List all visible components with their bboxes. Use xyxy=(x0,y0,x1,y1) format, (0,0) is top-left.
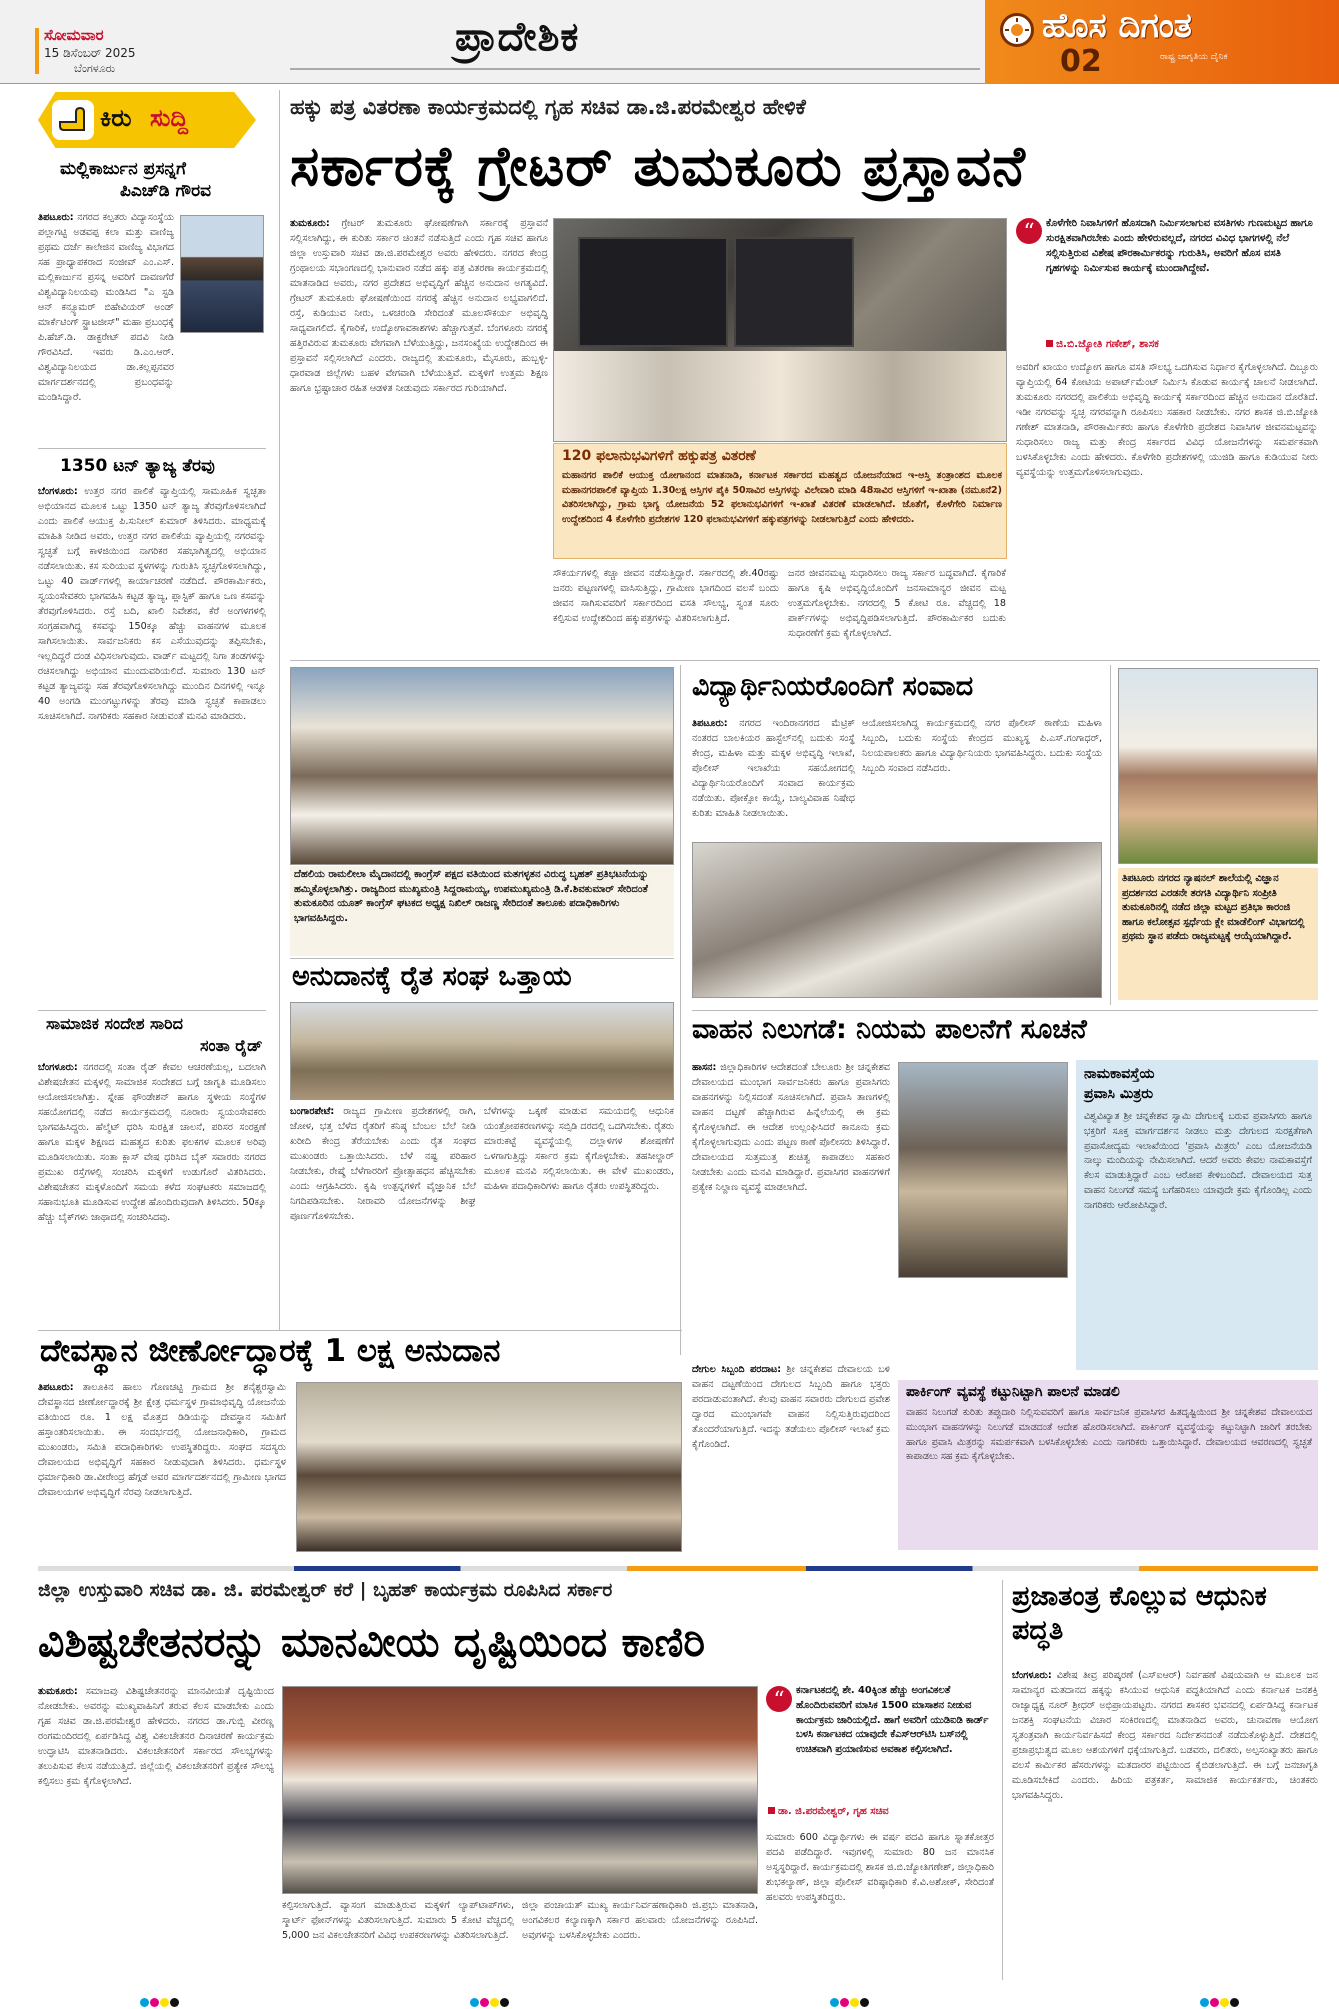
kirusuddi-label-a: ಕಿರು xyxy=(100,104,132,132)
lead-quote-author: ಜಿ.ಬಿ.ಜ್ಯೋತಿ ಗಣೇಶ್, ಶಾಸಕ xyxy=(1046,338,1159,351)
brief3-title-2: ಸಂತಾ ರೈಡ್ xyxy=(200,1036,263,1055)
color-divider xyxy=(38,1566,1318,1571)
students-col1: ತಿಪಟೂರು: ನಗರದ ಇಂದಿರಾನಗರದ ಮೆಟ್ರಿಕ್ ನಂತರದ ಬಾಲಕಿಯರ ಹಾಸ್ಟೆಲ್‌ನಲ್ಲಿ ಬದುಕು ಸಂಸ್ಥೆ ಕೇಂದ್ರ, ಮಹಿಳಾ ಮತ್ತು ಮಕ್ಕಳ ಅಭಿವೃದ್ಧಿ ಇಲಾಖೆ, ಪೊಲೀಸ್ ಇಲಾಖೆಯ ಸಹಯೋಗದಲ್ಲಿ ವಿದ್ಯಾರ್ಥಿನಿಯರೊಂದಿಗೆ ಸಂವಾದ ಕಾರ್ಯಕ್ರಮ ನಡೆಯಿತು. ಪೋಕ್ಸೋ ಕಾಯ್ದೆ, ಬಾಲ್ಯವಿವಾಹ ನಿಷೇಧ ಕುರಿತು ಮಾಹಿತಿ ನೀಡಲಾಯಿತು. xyxy=(692,718,855,819)
registration-marks-3 xyxy=(830,1992,870,2009)
lead-col2: ಸೌಕರ್ಯಗಳಲ್ಲಿ ಕಚ್ಚಾ ಜೀವನ ನಡೆಸುತ್ತಿದ್ದಾರೆ. ಸರ್ಕಾರದಲ್ಲಿ ಶೇ.40ರಷ್ಟು ಜನರು ಪಟ್ಟಣಗಳಲ್ಲಿ ವಾಸಿಸುತ್ತಿದ್ದು, ಗ್ರಾಮೀಣ ಭಾಗದಿಂದ ವಲಸೆ ಬಂದು ಜೀವನ ಸಾಗಿಸುವವರಿಗೆ ಸರ್ಕಾರದಿಂದ ವಸತಿ ಸೌಲಭ್ಯ, ಸ್ವಂತ ಸೂರು ಕಲ್ಪಿಸುವ ಉದ್ದೇಶದಿಂದ ಹಕ್ಕುಪತ್ರಗಳನ್ನು ವಿತರಿಸಲಾಗುತ್ತಿದೆ. xyxy=(553,568,779,624)
bottom-headline: ವಿಶಿಷ್ಟಚೇತನರನ್ನು ಮಾನವೀಯ ದೃಷ್ಟಿಯಿಂದ ಕಾಣಿರಿ xyxy=(38,1618,706,1666)
temple-body: ತಿಪಟೂರು: ತಾಲೂಕಿನ ಹಾಲು ಗೊಣಚಟ್ಟಿ ಗ್ರಾಮದ ಶ್ರೀ ಶನೈಶ್ಚರಸ್ವಾಮಿ ದೇವಸ್ಥಾನದ ಜೀರ್ಣೋದ್ಧಾರಕ್ಕೆ ಶ್ರೀ ಕ್ಷೇತ್ರ ಧರ್ಮಸ್ಥಳ ಗ್ರಾಮಾಭಿವೃದ್ಧಿ ಯೋಜನೆಯ ವತಿಯಿಂದ ರೂ. 1 ಲಕ್ಷ ಮೊತ್ತದ ಡಿಡಿಯನ್ನು ದೇವಸ್ಥಾನ ಸಮಿತಿಗೆ ಹಸ್ತಾಂತರಿಸಲಾಯಿತು. ಈ ಸಂದರ್ಭದಲ್ಲಿ ಯೋಜನಾಧಿಕಾರಿ, ಗ್ರಾಮದ ಮುಖಂಡರು, ಸಮಿತಿ ಪದಾಧಿಕಾರಿಗಳು ಉಪಸ್ಥಿತರಿದ್ದರು. ಸಂಘದ ಸದಸ್ಯರು ದೇವಾಲಯದ ಅಭಿವೃದ್ಧಿಗೆ ಸಹಕಾರ ನೀಡುವುದಾಗಿ ತಿಳಿಸಿದರು. ಧರ್ಮಸ್ಥಳ ಧರ್ಮಾಧಿಕಾರಿ ಡಾ.ವೀರೇಂದ್ರ ಹೆಗ್ಗಡೆ ಅವರ ಮಾರ್ಗದರ್ಶನದಲ್ಲಿ ಗ್ರಾಮೀಣ ಭಾಗದ ದೇವಾಲಯಗಳ ಅಭಿವೃದ್ಧಿಗೆ ನೆರವು ನೀಡಲಾಗುತ್ತಿದೆ. xyxy=(38,1382,286,1498)
brand-name: ಹೊಸ ದಿಗಂತ xyxy=(1042,6,1192,46)
brief2-body: ಬೆಂಗಳೂರು: ಉತ್ತರ ನಗರ ಪಾಲಿಕೆ ವ್ಯಾಪ್ತಿಯಲ್ಲಿ ಸಾಮೂಹಿಕ ಸ್ವಚ್ಛತಾ ಅಭಿಯಾನದ ಮೂಲಕ ಒಟ್ಟು 1350 ಟನ್ ತ್ಯಾಜ್ಯ ತೆರವುಗೊಳಿಸಲಾಗಿದೆ ಎಂದು ಪಾಲಿಕೆ ಆಯುಕ್ತ ಪಿ.ಸುನೀಲ್ ಕುಮಾರ್ ತಿಳಿಸಿದರು. ಮಾಧ್ಯಮಕ್ಕೆ ಮಾಹಿತಿ ನೀಡಿದ ಅವರು, ಉತ್ತರ ನಗರ ಪಾಲಿಕೆಯ ವ್ಯಾಪ್ತಿಯಲ್ಲಿ ನಗರವನ್ನು ಸ್ವಚ್ಛತೆ ಬಗ್ಗೆ ಕಾಳಜಿಯಿಂದ ನಾಗರಿಕರ ಸಹಭಾಗಿತ್ವದಲ್ಲಿ ಅಭಿಯಾನ ನಡೆಸಲಾಯಿತು. ಕಸ ಸುರಿಯುವ ಸ್ಥಳಗಳನ್ನು ಗುರುತಿಸಿ ಸ್ವಚ್ಛಗೊಳಿಸಲಾಗಿದ್ದು, ಒಟ್ಟು 40 ವಾರ್ಡ್‌ಗಳಲ್ಲಿ ಕಾರ್ಯಾಚರಣೆ ನಡೆದಿದೆ. ಪೌರಕಾರ್ಮಿಕರು, ಸ್ವಯಂಸೇವಕರು ಭಾಗವಹಿಸಿ ಕಟ್ಟಡ ತ್ಯಾಜ್ಯ, ಪ್ಲಾಸ್ಟಿಕ್ ಹಾಗೂ ಒಣ ಕಸವನ್ನು ತೆರವುಗೊಳಿಸಿದರು. ರಸ್ತೆ ಬದಿ, ಖಾಲಿ ನಿವೇಶನ, ಕೆರೆ ಅಂಗಳಗಳಲ್ಲಿ ಸಂಗ್ರಹವಾಗಿದ್ದ ಕಸವನ್ನು 150ಕ್ಕೂ ಹೆಚ್ಚು ವಾಹನಗಳ ಮೂಲಕ ಸಾಗಿಸಲಾಯಿತು. ಸಾರ್ವಜನಿಕರು ಕಸ ಎಸೆಯುವುದನ್ನು ತಪ್ಪಿಸಬೇಕು, ಇಲ್ಲದಿದ್ದರೆ ದಂಡ ವಿಧಿಸಲಾಗುವುದು. ವಾರ್ಡ್ ಮಟ್ಟದಲ್ಲಿ ನಿಗಾ ತಂಡಗಳನ್ನು ರಚಿಸಲಾಗಿದ್ದು ಅಭಿಯಾನ ಮುಂದುವರಿಯಲಿದೆ. ಸುಮಾರು 130 ಟನ್ ಕಟ್ಟಡ ತ್ಯಾಜ್ಯವನ್ನು ಸಹ ತೆರವುಗೊಳಿಸಲಾಗಿದ್ದು ಮುಂದಿನ ದಿನಗಳಲ್ಲಿ ಇನ್ನೂ 40 ಅಂಗಡಿ ಮುಂಗಟ್ಟುಗಳನ್ನು ತೆರವು ಮಾಡಿ ಸ್ವಚ್ಛತೆ ಕಾಪಾಡಲು ಸೂಚಿಸಲಾಗಿದೆ. ನಾಗರಿಕರು ಸಹಕಾರ ನೀಡುವಂತೆ ಮನವಿ ಮಾಡಿದರು. xyxy=(38,486,266,722)
parking-photo xyxy=(898,1062,1068,1278)
brief1-body: ತಿಪಟೂರು: ನಗರದ ಕಲ್ಪತರು ವಿದ್ಯಾಸಂಸ್ಥೆಯ ಪಲ್ಲಾಗಟ್ಟಿ ಅಡವಪ್ಪ ಕಲಾ ಮತ್ತು ವಾಣಿಜ್ಯ ಪ್ರಥಮ ದರ್ಜೆ ಕಾಲೇಜಿನ ವಾಣಿಜ್ಯ ವಿಭಾಗದ ಸಹ ಪ್ರಾಧ್ಯಾಪಕರಾದ ಸಂಜೀವ್ ಎಂ.ಎಸ್. ಮಲ್ಲಿಕಾರ್ಜುನ ಪ್ರಸನ್ನ ಅವರಿಗೆ ದಾವಣಗೆರೆ ವಿಶ್ವವಿದ್ಯಾನಿಲಯವು ಮಂಡಿಸಿದ "ಎ ಸ್ಟಡಿ ಆನ್ ಕನ್ಸ್ಯೂಮರ್ ಬಿಹೇವಿಯರ್ ಅಂಡ್ ಮಾರ್ಕೆಟಿಂಗ್ ಸ್ಟ್ರಾಟಜೀಸ್" ಮಹಾ ಪ್ರಬಂಧಕ್ಕೆ ಪಿ.ಹೆಚ್.ಡಿ. ಡಾಕ್ಟರೇಟ್ ಪದವಿ ನೀಡಿ ಗೌರವಿಸಿದೆ. ಇವರು ಡಿ.ಎಂ.ಆರ್. ವಿಶ್ವವಿದ್ಯಾನಿಲಯದ ಡಾ.ಕಲ್ಲಪ್ಪನವರ ಮಾರ್ಗದರ್ಶನದಲ್ಲಿ ಪ್ರಬಂಧವನ್ನು ಮಂಡಿಸಿದ್ದಾರೆ. xyxy=(38,212,174,403)
farmers-col1: ಬಂಗಾರಪೇಟೆ: ರಾಜ್ಯದ ಗ್ರಾಮೀಣ ಪ್ರದೇಶಗಳಲ್ಲಿ ರಾಗಿ, ಜೋಳ, ಭತ್ತ ಬೆಳೆದ ರೈತರಿಗೆ ಕನಿಷ್ಠ ಬೆಂಬಲ ಬೆಲೆ ನೀಡಿ ಖರೀದಿ ಕೇಂದ್ರ ತೆರೆಯಬೇಕು ಎಂದು ರೈತ ಸಂಘದ ಮುಖಂಡರು ಒತ್ತಾಯಿಸಿದರು. ಬೆಳೆ ನಷ್ಟ ಪರಿಹಾರ ನೀಡಬೇಕು, ರೇಷ್ಮೆ ಬೆಳೆಗಾರರಿಗೆ ಪ್ರೋತ್ಸಾಹಧನ ಹೆಚ್ಚಿಸಬೇಕು ಎಂದು ಆಗ್ರಹಿಸಿದರು. ಕೃಷಿ ಉತ್ಪನ್ನಗಳಿಗೆ ವೈಜ್ಞಾನಿಕ ಬೆಲೆ ನಿಗದಿಪಡಿಸಬೇಕು. ನೀರಾವರಿ ಯೋಜನೆಗಳನ್ನು ಶೀಘ್ರ ಪೂರ್ಣಗೊಳಿಸಬೇಕು. xyxy=(290,1106,476,1222)
registration-marks-2 xyxy=(470,1992,510,2009)
students-headline: ವಿದ್ಯಾರ್ಥಿನಿಯರೊಂದಿಗೆ ಸಂವಾದ xyxy=(692,671,974,702)
bottom-photo xyxy=(282,1686,758,1894)
lead-col3: ಜನರ ಜೀವನಮಟ್ಟ ಸುಧಾರಿಸಲು ರಾಜ್ಯ ಸರ್ಕಾರ ಬದ್ಧವಾಗಿದೆ. ಕೈಗಾರಿಕೆ ಹಾಗೂ ಕೃಷಿ ಅಭಿವೃದ್ಧಿಯೊಂದಿಗೆ ಜನಸಾಮಾನ್ಯರ ಜೀವನ ಮಟ್ಟ ಉತ್ತಮಗೊಳ್ಳಬೇಕು. ನಗರದಲ್ಲಿ 5 ಕೋಟಿ ರೂ. ವೆಚ್ಚದಲ್ಲಿ 18 ಪಾರ್ಕ್‌ಗಳನ್ನು ಅಭಿವೃದ್ಧಿಪಡಿಸಲಾಗುತ್ತಿದೆ. ಪೌರಕಾರ್ಮಿಕರ ಬದುಕು ಸುಧಾರಣೆಗೆ ಕ್ರಮ ಕೈಗೊಳ್ಳಲಾಗಿದೆ. xyxy=(788,568,1006,639)
header-rule xyxy=(290,68,980,70)
tour-title-2: ಪ್ರವಾಸಿ ಮಿತ್ರರು xyxy=(1084,1086,1154,1102)
lead-col1: ತುಮಕೂರು: ಗ್ರೇಟರ್ ತುಮಕೂರು ಘೋಷಣೆಗಾಗಿ ಸರ್ಕಾರಕ್ಕೆ ಪ್ರಸ್ತಾವನೆ ಸಲ್ಲಿಸಲಾಗಿದ್ದು, ಈ ಕುರಿತು ಸರ್ಕಾರ ಚಿಂತನೆ ನಡೆಸುತ್ತಿದೆ ಎಂದು ಗೃಹ ಸಚಿವ ಹಾಗೂ ಜಿಲ್ಲಾ ಉಸ್ತುವಾರಿ ಸಚಿವ ಡಾ.ಜಿ.ಪರಮೇಶ್ವರ ಅವರು ಹೇಳಿದರು. ನಗರದ ಕೇಂದ್ರ ಗ್ರಂಥಾಲಯ ಸಭಾಂಗಣದಲ್ಲಿ ಭಾನುವಾರ ನಡೆದ ಹಕ್ಕು ಪತ್ರ ವಿತರಣಾ ಕಾರ್ಯಕ್ರಮದಲ್ಲಿ ಮಾತನಾಡಿದ ಅವರು, ನಗರ ಪ್ರದೇಶದ ಅಭಿವೃದ್ಧಿಗೆ ಹೆಚ್ಚಿನ ಅನುದಾನ ಅಗತ್ಯವಿದೆ. ಗ್ರೇಟರ್ ತುಮಕೂರು ಘೋಷಣೆಯಿಂದ ನಗರಕ್ಕೆ ಹೆಚ್ಚಿನ ಅನುದಾನ ಲಭ್ಯವಾಗಲಿದೆ. ರಸ್ತೆ, ಕುಡಿಯುವ ನೀರು, ಒಳಚರಂಡಿ ಸೇರಿದಂತೆ ಮೂಲಸೌಕರ್ಯ ಅಭಿವೃದ್ಧಿ ಸಾಧ್ಯವಾಗಲಿದೆ. ಕೈಗಾರಿಕೆ, ಉದ್ಯೋಗಾವಕಾಶಗಳು ಹೆಚ್ಚಾಗುತ್ತವೆ. ಬೆಂಗಳೂರು ನಗರಕ್ಕೆ ಹತ್ತಿರವಿರುವ ತುಮಕೂರು ವೇಗವಾಗಿ ಬೆಳೆಯುತ್ತಿದ್ದು, ಜನಸಂಖ್ಯೆಯ ಉದ್ದೇಶದಿಂದ ಈ ಪ್ರಸ್ತಾವನೆ ಸಲ್ಲಿಸಲಾಗಿದೆ ಎಂದರು. ರಾಜ್ಯದಲ್ಲಿ ತುಮಕೂರು, ಮೈಸೂರು, ಹುಬ್ಬಳ್ಳಿ-ಧಾರವಾಡ ಜಿಲ್ಲೆಗಳು ಬಹಳ ವೇಗವಾಗಿ ಬೆಳೆಯುತ್ತಿವೆ. ಮಕ್ಕಳಿಗೆ ಉತ್ತಮ ಶಿಕ್ಷಣ ಹಾಗೂ ಭ್ರಷ್ಟಾಚಾರ ರಹಿತ ಆಡಳಿತ ನೀಡುವುದು ಸರ್ಕಾರದ ಗುರಿಯಾಗಿದೆ. xyxy=(290,218,548,394)
lead-kicker: ಹಕ್ಕು ಪತ್ರ ವಿತರಣಾ ಕಾರ್ಯಕ್ರಮದಲ್ಲಿ ಗೃಹ ಸಚಿವ ಡಾ.ಜಿ.ಪರಮೇಶ್ವರ ಹೇಳಿಕೆ xyxy=(290,95,806,119)
bottom-quote-author: ಡಾ. ಜಿ.ಪರಮೇಶ್ವರ್, ಗೃಹ ಸಚಿವ xyxy=(768,1806,889,1817)
registration-marks-1 xyxy=(140,1992,180,2009)
bottom-photo-caption: ಕಲ್ಪಿಸಲಾಗುತ್ತಿದೆ. ವ್ಯಾಸಂಗ ಮಾಡುತ್ತಿರುವ ಮಕ್ಕಳಿಗೆ ಲ್ಯಾಪ್‌ಟಾಪ್‌ಗಳು, ಸ್ಮಾರ್ಟ್ ಫೋನ್‌ಗಳನ್ನು ವಿತರಿಸಲಾಗುತ್ತಿದೆ. ಸುಮಾರು 5 ಕೋಟಿ ವೆಚ್ಚದಲ್ಲಿ 5,000 ಜನ ವಿಕಲಚೇತನರಿಗೆ ವಿವಿಧ ಉಪಕರಣಗಳನ್ನು ವಿತರಿಸಲಾಗುತ್ತಿದೆ. xyxy=(282,1900,514,1941)
header-day: ಸೋಮವಾರ xyxy=(44,26,104,44)
section-title: ಪ್ರಾದೇಶಿಕ xyxy=(455,14,580,60)
page-number: 02 xyxy=(1060,44,1102,79)
bottom-quote: ಕರ್ನಾಟಕದಲ್ಲಿ ಶೇ. 40ಕ್ಕಿಂತ ಹೆಚ್ಚು ಅಂಗವಿಕಲತೆ ಹೊಂದಿರುವವರಿಗೆ ಮಾಸಿಕ 1500 ಮಾಸಾಶನ ನೀಡುವ ಕಾರ್ಯಕ್ರಮ ಜಾರಿಯಲ್ಲಿದೆ. ಹಾಗೆ ಅವರಿಗೆ ಯುಡಿಐಡಿ ಕಾರ್ಡ್ ಬಳಸಿ ಕರ್ನಾಟಕದ ಯಾವುದೇ ಕೆಎಸ್‌ಆರ್‌ಟಿಸಿ ಬಸ್‌ನಲ್ಲಿ ಉಚಿತವಾಗಿ ಪ್ರಯಾಣಿಸುವ ಅವಕಾಶ ಕಲ್ಪಿಸಲಾಗಿದೆ. xyxy=(796,1685,989,1756)
girl-caption: ತಿಪಟೂರು ನಗರದ ನ್ಯಾಷನಲ್ ಶಾಲೆಯಲ್ಲಿ ವಿಜ್ಞಾನ ಪ್ರದರ್ಶನದ ಎರಡನೇ ತರಗತಿ ವಿದ್ಯಾರ್ಥಿನಿ ಸಂಪ್ರೀತಿ ತುಮಕೂರಿನಲ್ಲಿ ನಡೆದ ಜಿಲ್ಲಾ ಮಟ್ಟದ ಪ್ರತಿಭಾ ಕಾರಂಜಿ ಹಾಗೂ ಕಲೋತ್ಸವ ಸ್ಪರ್ಧೆಯ ಕ್ಲೇ ಮಾಡೆಲಿಂಗ್ ವಿಭಾಗದಲ್ಲಿ ಪ್ರಥಮ ಸ್ಥಾನ ಪಡೆದು ರಾಜ್ಯಮಟ್ಟಕ್ಕೆ ಆಯ್ಕೆಯಾಗಿದ್ದಾರೆ. xyxy=(1118,868,1318,1000)
students-photo xyxy=(692,842,1102,998)
lead-caption-body: ಮಹಾನಗರ ಪಾಲಿಕೆ ಆಯುಕ್ತ ಯೋಗಾನಂದ ಮಾತನಾಡಿ, ಕರ್ನಾಟಕ ಸರ್ಕಾರದ ಮಹತ್ವದ ಯೋಜನೆಯಾದ ಇ-ಆಸ್ತಿ ತಂತ್ರಾಂಶದ ಮೂಲಕ ಮಹಾನಗರಪಾಲಿಕೆ ವ್ಯಾಪ್ತಿಯ 1.30ಲಕ್ಷ ಆಸ್ತಿಗಳ ಪೈಕಿ 50ಸಾವಿರ ಆಸ್ತಿಗಳನ್ನು ವಿಲೇವಾರಿ ಮಾಡಿ 48ಸಾವಿರ ಆಸ್ತಿಗಳಿಗೆ ಇ-ಖಾತಾ (ನಮೂನೆ2) ವಿತರಿಸಲಾಗಿದ್ದು, ಗ್ರಾಮ ಭಾಗ್ಯ ಯೋಜನೆಯ 52 ಫಲಾನುಭವಿಗಳಿಗೆ ಇ-ಖಾತೆ ವಿತರಣೆ ಮಾಡಲಾಗಿದೆ. ಜೊತೆಗೆ, ಕೊಳೆಗೇರಿ ನಿರ್ಮಾಣ ಉದ್ದೇಶದಿಂದ 4 ಕೊಳೆಗೇರಿ ಪ್ರದೇಶಗಳ 120 ಫಲಾನುಭವಿಗಳಿಗೆ ಹಕ್ಕುಪತ್ರಗಳನ್ನು ನೀಡಲಾಗುತ್ತಿದೆ ಎಂದು ಹೇಳಿದರು. xyxy=(562,470,1002,525)
parking-sub: ದೇಗುಲ ಸಿಬ್ಬಂದಿ ಪರದಾಟ: ಶ್ರೀ ಚನ್ನಕೇಶವ ದೇವಾಲಯ ಬಳಿ ವಾಹನ ದಟ್ಟಣೆಯಿಂದ ದೇಗುಲದ ಸಿಬ್ಬಂದಿ ಹಾಗೂ ಭಕ್ತರು ಪರದಾಡುವಂತಾಗಿದೆ. ಕೆಲವು ವಾಹನ ಸವಾರರು ದೇಗುಲದ ಪ್ರವೇಶ ದ್ವಾರದ ಮುಂಭಾಗವೇ ವಾಹನ ನಿಲ್ಲಿಸುತ್ತಿರುವುದರಿಂದ ತೊಂದರೆಯಾಗುತ್ತಿದೆ. ಇದನ್ನು ತಡೆಯಲು ಪೊಲೀಸ್ ಇಲಾಖೆ ಕ್ರಮ ಕೈಗೊಂಡಿದೆ. xyxy=(692,1364,890,1450)
rally-photo xyxy=(290,667,674,865)
bottom-quote-icon: “ xyxy=(766,1686,792,1712)
lead-caption-title: 120 ಫಲಾನುಭವಿಗಳಿಗೆ ಹಕ್ಕುಪತ್ರ ವಿತರಣೆ xyxy=(562,449,756,464)
brief3-body: ಬೆಂಗಳೂರು: ನಗರದಲ್ಲಿ ಸಂತಾ ರೈಡ್ ಕೇವಲ ಆಚರಣೆಯಲ್ಲ, ಬದಲಾಗಿ ವಿಶೇಷಚೇತನ ಮಕ್ಕಳಲ್ಲಿ ಸಾಮಾಜಿಕ ಸಂದೇಶದ ಬಗ್ಗೆ ಜಾಗೃತಿ ಮೂಡಿಸಲು ಆಯೋಜಿಸಲಾಗಿತ್ತು. ಸ್ನೇಹ ಫೌಂಡೇಶನ್ ಹಾಗೂ ಸ್ಥಳೀಯ ಸಂಸ್ಥೆಗಳ ಸಹಯೋಗದಲ್ಲಿ ನಡೆದ ಕಾರ್ಯಕ್ರಮದಲ್ಲಿ ನೂರಾರು ಸ್ವಯಂಸೇವಕರು ಭಾಗವಹಿಸಿದ್ದರು. ಹೆಲ್ಮೆಟ್ ಧರಿಸಿ ಸುರಕ್ಷಿತ ಚಾಲನೆ, ಪರಿಸರ ಸಂರಕ್ಷಣೆ ಹಾಗೂ ಮಕ್ಕಳ ಶಿಕ್ಷಣದ ಮಹತ್ವದ ಕುರಿತು ಫಲಕಗಳ ಮೂಲಕ ಅರಿವು ಮೂಡಿಸಲಾಯಿತು. ಸಂತಾ ಕ್ಲಾಸ್ ವೇಷ ಧರಿಸಿದ ಬೈಕ್ ಸವಾರರು ನಗರದ ಪ್ರಮುಖ ರಸ್ತೆಗಳಲ್ಲಿ ಸಂಚರಿಸಿ ಮಕ್ಕಳಿಗೆ ಉಡುಗೊರೆ ವಿತರಿಸಿದರು. ವಿಶೇಷಚೇತನ ಮಕ್ಕಳೊಂದಿಗೆ ಸಮಯ ಕಳೆದ ಸಂಘಟಕರು ಸಮಾಜದಲ್ಲಿ ಸಹಾನುಭೂತಿ ಮೂಡಿಸುವ ಉದ್ದೇಶ ಹೊಂದಿರುವುದಾಗಿ ತಿಳಿಸಿದರು. 50ಕ್ಕೂ ಹೆಚ್ಚು ಬೈಕ್‌ಗಳು ಜಾಥಾದಲ್ಲಿ ಸಂಚರಿಸಿದವು. xyxy=(38,1062,266,1223)
kirusuddi-label-b: ಸುದ್ದಿ xyxy=(150,104,189,132)
brief1-title-1: ಮಲ್ಲಿಕಾರ್ಜುನ ಪ್ರಸನ್ನಗೆ xyxy=(60,159,186,179)
girl-photo xyxy=(1118,668,1318,864)
registration-marks-4 xyxy=(1200,1992,1240,2009)
farmers-photo xyxy=(290,1002,674,1100)
temple-photo xyxy=(296,1382,682,1552)
side-body: ಬೆಂಗಳೂರು: ವಿಶೇಷ ತೀವ್ರ ಪರಿಷ್ಕರಣೆ (ಎಸ್‌ಐಆರ್) ನಿರ್ವಹಣೆ ವಿಷಯವಾಗಿ ಆ ಮೂಲಕ ಜನ ಸಾಮಾನ್ಯರ ಮತದಾನದ ಹಕ್ಕನ್ನು ಕಸಿಯುವ ಆಧುನಿಕ ಪದ್ಧತಿಯಾಗಿದೆ ಎಂದು ಕರ್ನಾಟಕ ಜನಶಕ್ತಿ ರಾಜ್ಯಾಧ್ಯಕ್ಷ ನೂರ್ ಶ್ರೀಧರ್ ಅಭಿಪ್ರಾಯಪಟ್ಟರು. ನಗರದ ಶಾಸಕರ ಭವನದಲ್ಲಿ ಏರ್ಪಡಿಸಿದ್ದ ಕರ್ನಾಟಕ ಜನಶಕ್ತಿ ಸಂಘಟನೆಯ ವಿಚಾರ ಸಂಕಿರಣದಲ್ಲಿ ಮಾತನಾಡಿದ ಅವರು, ಚುನಾವಣಾ ಆಯೋಗ ಸ್ವತಂತ್ರವಾಗಿ ಕಾರ್ಯನಿರ್ವಹಿಸದೆ ಕೇಂದ್ರ ಸರ್ಕಾರದ ನಿರ್ದೇಶನದಂತೆ ನಡೆದುಕೊಳ್ಳುತ್ತಿದೆ. ದೇಶದಲ್ಲಿ ಪ್ರಜಾಪ್ರಭುತ್ವದ ಮೂಲ ಆಶಯಗಳಿಗೆ ಧಕ್ಕೆಯಾಗುತ್ತಿದೆ. ಬಡವರು, ದಲಿತರು, ಅಲ್ಪಸಂಖ್ಯಾತರು ಹಾಗೂ ವಲಸೆ ಕಾರ್ಮಿಕರ ಹೆಸರುಗಳನ್ನು ಮತದಾರರ ಪಟ್ಟಿಯಿಂದ ಕೈಬಿಡಲಾಗುತ್ತಿದೆ. ಈ ಬಗ್ಗೆ ಜನಜಾಗೃತಿ ಮೂಡಿಸಬೇಕಿದೆ ಎಂದರು. ಹಿರಿಯ ಪತ್ರಕರ್ತ, ಸಾಮಾಜಿಕ ಕಾರ್ಯಕರ್ತರು, ಚಿಂತಕರು ಭಾಗವಹಿಸಿದ್ದರು. xyxy=(1012,1670,1318,1801)
temple-headline: ದೇವಸ್ಥಾನ ಜೀರ್ಣೋದ್ಧಾರಕ್ಕೆ 1 ಲಕ್ಷ ಅನುದಾನ xyxy=(40,1333,501,1369)
header-date: 15 ಡಿಸೆಂಬರ್ 2025 xyxy=(44,46,136,60)
brief3-title-1: ಸಾಮಾಜಿಕ ಸಂದೇಶ ಸಾರಿದ xyxy=(46,1014,183,1033)
brief1-title-2: ಪಿಎಚ್‌ಡಿ ಗೌರವ xyxy=(120,181,211,201)
farmers-col2: ಬೆಳೆಗಳನ್ನು ಒಕ್ಕಣೆ ಮಾಡುವ ಸಮಯದಲ್ಲಿ ಆಧುನಿಕ ಯಂತ್ರೋಪಕರಣಗಳನ್ನು ಸಬ್ಸಿಡಿ ದರದಲ್ಲಿ ಒದಗಿಸಬೇಕು. ರೈತರು ಮಾರುಕಟ್ಟೆ ವ್ಯವಸ್ಥೆಯಲ್ಲಿ ದಲ್ಲಾಳಿಗಳ ಶೋಷಣೆಗೆ ಒಳಗಾಗುತ್ತಿದ್ದು ಸರ್ಕಾರ ಕ್ರಮ ಕೈಗೊಳ್ಳಬೇಕು. ತಹಸೀಲ್ದಾರ್ ಮೂಲಕ ಮನವಿ ಸಲ್ಲಿಸಲಾಯಿತು. ಈ ವೇಳೆ ಮುಖಂಡರು, ಮಹಿಳಾ ಪದಾಧಿಕಾರಿಗಳು ಹಾಗೂ ರೈತರು ಉಪಸ್ಥಿತರಿದ್ದರು. xyxy=(484,1106,674,1192)
pointing-hand-icon xyxy=(52,100,94,140)
bottom-col1: ತುಮಕೂರು: ಸಮಾಜವು ವಿಶಿಷ್ಟಚೇತನರನ್ನು ಮಾನವೀಯತೆ ದೃಷ್ಟಿಯಿಂದ ನೋಡಬೇಕು. ಅವರನ್ನು ಮುಖ್ಯವಾಹಿನಿಗೆ ತರುವ ಕೆಲಸ ಮಾಡಬೇಕು ಎಂದು ಗೃಹ ಸಚಿವ ಡಾ.ಜಿ.ಪರಮೇಶ್ವರ ಹೇಳಿದರು. ನಗರದ ಡಾ.ಗುಬ್ಬಿ ವೀರಣ್ಣ ರಂಗಮಂದಿರದಲ್ಲಿ ಏರ್ಪಡಿಸಿದ್ದ ವಿಶ್ವ ವಿಕಲಚೇತನರ ದಿನಾಚರಣೆ ಕಾರ್ಯಕ್ರಮ ಉದ್ಘಾಟಿಸಿ ಮಾತನಾಡಿದರು. ವಿಕಲಚೇತನರಿಗೆ ಸರ್ಕಾರದ ಸೌಲಭ್ಯಗಳನ್ನು ತಲುಪಿಸುವ ಕೆಲಸ ನಡೆಯುತ್ತಿದೆ. ಜಿಲ್ಲೆಯಲ್ಲಿ ವಿಕಲಚೇತನರಿಗೆ ಪ್ರತ್ಯೇಕ ಸೌಲಭ್ಯ ಕಲ್ಪಿಸಲು ಕ್ರಮ ಕೈಗೊಳ್ಳಲಾಗಿದೆ. xyxy=(38,1686,274,1787)
header-city: ಬೆಂಗಳೂರು xyxy=(74,62,116,75)
bottom-col3: ಸುಮಾರು 600 ವಿದ್ಯಾರ್ಥಿಗಳು ಈ ವರ್ಷ ಪದವಿ ಹಾಗೂ ಸ್ನಾತಕೋತ್ತರ ಪದವಿ ಪಡೆದಿದ್ದಾರೆ. ಇವುಗಳಲ್ಲಿ ಸುಮಾರು 80 ಜನ ಮಾನಸಿಕ ಅಸ್ವಸ್ಥರಿದ್ದಾರೆ. ಕಾರ್ಯಕ್ರಮದಲ್ಲಿ ಶಾಸಕ ಜಿ.ಬಿ.ಜ್ಯೋತಿಗಣೇಶ್, ಜಿಲ್ಲಾಧಿಕಾರಿ ಶುಭಕಲ್ಯಾಣ್, ಜಿಲ್ಲಾ ಪೊಲೀಸ್ ವರಿಷ್ಠಾಧಿಕಾರಿ ಕೆ.ವಿ.ಅಶೋಕ್, ಸೇರಿದಂತೆ ಹಲವರು ಉಪಸ್ಥಿತರಿದ್ದರು. xyxy=(766,1832,994,1903)
brief1-portrait xyxy=(180,215,264,333)
parking-box-title: ಪಾರ್ಕಿಂಗ್ ವ್ಯವಸ್ಥೆ ಕಟ್ಟುನಿಟ್ಟಾಗಿ ಪಾಲನೆ ಮಾಡಲಿ xyxy=(906,1384,1120,1400)
lead-photo xyxy=(553,218,1007,442)
rally-caption: ದೆಹಲಿಯ ರಾಮಲೀಲಾ ಮೈದಾನದಲ್ಲಿ ಕಾಂಗ್ರೆಸ್ ಪಕ್ಷದ ವತಿಯಿಂದ ಮತಗಳ್ಳತನ ವಿರುದ್ಧ ಬೃಹತ್ ಪ್ರತಿಭಟನೆಯನ್ನು ಹಮ್ಮಿಕೊಳ್ಳಲಾಗಿತ್ತು. ರಾಜ್ಯದಿಂದ ಮುಖ್ಯಮಂತ್ರಿ ಸಿದ್ದರಾಮಯ್ಯ, ಉಪಮುಖ್ಯಮಂತ್ರಿ ಡಿ.ಕೆ.ಶಿವಕುಮಾರ್ ಸೇರಿದಂತೆ ತುಮಕೂರಿನ ಯೂತ್ ಕಾಂಗ್ರೆಸ್ ಘಟಕದ ಅಧ್ಯಕ್ಷ ನಿಖಿಲ್ ರಾಜಣ್ಣ ಸೇರಿದಂತೆ ತಾಲೂಕು ಪದಾಧಿಕಾರಿಗಳು ಭಾಗವಹಿಸಿದ್ದರು. xyxy=(290,866,674,956)
brand-tagline: ರಾಷ್ಟ್ರ ಜಾಗೃತಿಯ ದೈನಿಕ xyxy=(1160,52,1228,62)
parking-body: ಹಾಸನ: ಜಿಲ್ಲಾಧಿಕಾರಿಗಳ ಆದೇಶದಂತೆ ಬೇಲೂರು ಶ್ರೀ ಚನ್ನಕೇಶವ ದೇವಾಲಯದ ಮುಂಭಾಗ ಸಾರ್ವಜನಿಕರು ಹಾಗೂ ಪ್ರವಾಸಿಗರು ವಾಹನಗಳನ್ನು ನಿಲ್ಲಿಸದಂತೆ ಸೂಚಿಸಲಾಗಿದೆ. ಪ್ರವಾಸಿ ತಾಣಗಳಲ್ಲಿ ವಾಹನ ದಟ್ಟಣೆ ಹೆಚ್ಚಾಗಿರುವ ಹಿನ್ನೆಲೆಯಲ್ಲಿ ಈ ಕ್ರಮ ಕೈಗೊಳ್ಳಲಾಗಿದೆ. ಈ ಆದೇಶ ಉಲ್ಲಂಘಿಸಿದರೆ ಕಾನೂನು ಕ್ರಮ ಕೈಗೊಳ್ಳಲಾಗುವುದು ಎಂದು ಪಟ್ಟಣ ಠಾಣೆ ಪೊಲೀಸರು ತಿಳಿಸಿದ್ದಾರೆ. ದೇವಾಲಯದ ಸುತ್ತಮುತ್ತ ಶುಚಿತ್ವ ಕಾಪಾಡಲು ಸಹಕಾರ ನೀಡಬೇಕು ಎಂದು ಮನವಿ ಮಾಡಿದ್ದಾರೆ. ಪ್ರವಾಸಿಗರ ವಾಹನಗಳಿಗೆ ಪ್ರತ್ಯೇಕ ನಿಲ್ದಾಣ ವ್ಯವಸ್ಥೆ ಮಾಡಲಾಗಿದೆ. xyxy=(692,1062,890,1193)
brand-logo-icon xyxy=(1000,13,1034,47)
bottom-kicker: ಜಿಲ್ಲಾ ಉಸ್ತುವಾರಿ ಸಚಿವ ಡಾ. ಜಿ. ಪರಮೇಶ್ವರ್ ಕರೆ | ಬೃಹತ್ ಕಾರ್ಯಕ್ರಮ ರೂಪಿಸಿದ ಸರ್ಕಾರ xyxy=(38,1579,613,1601)
lead-headline: ಸರ್ಕಾರಕ್ಕೆ ಗ್ರೇಟರ್ ತುಮಕೂರು ಪ್ರಸ್ತಾವನೆ xyxy=(290,134,1026,198)
header-accent-bar xyxy=(35,28,39,74)
lead-quote: ಕೊಳೆಗೇರಿ ನಿವಾಸಿಗಳಿಗೆ ಹೊಸದಾಗಿ ನಿರ್ಮಿಸಲಾಗುವ ವಸತಿಗಳು ಗುಣಮಟ್ಟದ ಹಾಗೂ ಸುರಕ್ಷಿತವಾಗಿರಬೇಕು ಎಂದು ಹೇಳಿರುವಲ್ಲದೆ, ನಗರದ ವಿವಿಧ ಭಾಗಗಳಲ್ಲಿ ನೆಲೆ ಸಲ್ಲಿಸುತ್ತಿರುವ ವಿಶೇಷ ಪೌರಕಾರ್ಮಿಕರನ್ನು ಗುರುತಿಸಿ, ಅವರಿಗೆ ಹೊಸ ವಸತಿ ಗೃಹಗಳನ್ನು ನಿರ್ಮಿಸುವ ಕಾರ್ಯಕ್ಕೆ ಮುಂದಾಗಿದ್ದೇವೆ. xyxy=(1046,218,1313,274)
tour-body: ವಿಶ್ವವಿಖ್ಯಾತ ಶ್ರೀ ಚನ್ನಕೇಶವ ಸ್ವಾಮಿ ದೇಗುಲಕ್ಕೆ ಬರುವ ಪ್ರವಾಸಿಗರು ಹಾಗೂ ಭಕ್ತರಿಗೆ ಸೂಕ್ತ ಮಾರ್ಗದರ್ಶನ ನೀಡಲು ಮತ್ತು ದೇಗುಲದ ಸುರಕ್ಷತೆಗಾಗಿ ಪ್ರವಾಸೋದ್ಯಮ ಇಲಾಖೆಯಿಂದ 'ಪ್ರವಾಸಿ ಮಿತ್ರರು' ಎಂಬ ಯೋಜನೆಯಡಿ ನಾಲ್ಕು ಮಂದಿಯನ್ನು ನೇಮಿಸಲಾಗಿದೆ. ಆದರೆ ಅವರು ಕೇವಲ ನಾಮಕಾವಸ್ತೆಗೆ ಕೆಲಸ ಮಾಡುತ್ತಿದ್ದಾರೆ ಎಂಬ ಆರೋಪ ಕೇಳಿಬಂದಿದೆ. ದೇವಾಲಯದ ಸುತ್ತ ವಾಹನ ನಿಲುಗಡೆ ಸಮಸ್ಯೆ ಬಗೆಹರಿಸಲು ಯಾವುದೇ ಕ್ರಮ ಕೈಗೊಂಡಿಲ್ಲ ಎಂದು ನಾಗರಿಕರು ಆರೋಪಿಸಿದ್ದಾರೆ. xyxy=(1084,1111,1312,1211)
lead-col4: ಅವರಿಗೆ ಖಾಯಂ ಉದ್ಯೋಗ ಹಾಗೂ ವಸತಿ ಸೌಲಭ್ಯ ಒದಗಿಸುವ ನಿರ್ಧಾರ ಕೈಗೊಳ್ಳಲಾಗಿದೆ. ದಿಬ್ಬೂರು ವ್ಯಾಪ್ತಿಯಲ್ಲಿ 64 ಕೋಟಿಯ ಅಪಾರ್ಟ್‌ಮೆಂಟ್ ನಿರ್ಮಿಸಿ ಕೊಡುವ ಕಾರ್ಯಕ್ಕೆ ಚಾಲನೆ ನೀಡಲಾಗಿದೆ. ತುಮಕೂರು ನಗರದಲ್ಲಿ ಪಾಲಿಕೆಯ ಅಭಿವೃದ್ಧಿ ಕಾರ್ಯಕ್ಕೆ ಸರ್ಕಾರದಿಂದ ಹೆಚ್ಚಿನ ಅನುದಾನ ದೊರೆತಿದೆ. ಇಡೀ ನಗರವನ್ನು ಸ್ವಚ್ಛ ನಗರವನ್ನಾಗಿ ರೂಪಿಸಲು ಸಹಕಾರ ನೀಡಬೇಕು. ನಗರ ಶಾಸಕ ಜಿ.ಬಿ.ಜ್ಯೋತಿ ಗಣೇಶ್ ಮಾತನಾಡಿ, ಪೌರಕಾರ್ಮಿಕರು ಹಾಗೂ ಕೊಳೆಗೇರಿ ಪ್ರದೇಶದ ನಿವಾಸಿಗಳ ಜೀವನಮಟ್ಟವನ್ನು ಸುಧಾರಿಸಲು ರಾಜ್ಯ ಮತ್ತು ಕೇಂದ್ರ ಸರ್ಕಾರದ ವಿವಿಧ ಯೋಜನೆಗಳನ್ನು ಸಮರ್ಪಕವಾಗಿ ಬಳಸಿಕೊಳ್ಳಬೇಕು ಎಂದು ಹೇಳಿದರು. ಕೊಳೆಗೇರಿ ಪ್ರದೇಶಗಳಲ್ಲಿ ಯುಜಿಡಿ ಹಾಗೂ ಕುಡಿಯುವ ನೀರು ವ್ಯವಸ್ಥೆಯನ್ನು ಉತ್ತಮಗೊಳಿಸಲಾಗುವುದು. xyxy=(1016,362,1318,478)
farmers-headline: ಅನುದಾನಕ್ಕೆ ರೈತ ಸಂಘ ಒತ್ತಾಯ xyxy=(292,961,572,992)
bottom-col2: ಜಿಲ್ಲಾ ಪಂಚಾಯತ್ ಮುಖ್ಯ ಕಾರ್ಯನಿರ್ವಹಣಾಧಿಕಾರಿ ಜಿ.ಪ್ರಭು ಮಾತನಾಡಿ, ಅಂಗವಿಕಲರ ಕಲ್ಯಾಣಕ್ಕಾಗಿ ಸರ್ಕಾರ ಹಲವಾರು ಯೋಜನೆಗಳನ್ನು ರೂಪಿಸಿದೆ. ಅವುಗಳನ್ನು ಬಳಸಿಕೊಳ್ಳಬೇಕು ಎಂದರು. xyxy=(522,1900,758,1941)
quote-mark-icon: “ xyxy=(1016,218,1042,244)
tour-title-1: ನಾಮಕಾವಸ್ತೆಯ xyxy=(1084,1066,1155,1082)
side-headline: ಪ್ರಜಾತಂತ್ರ ಕೊಲ್ಲುವ ಆಧುನಿಕ ಪದ್ಧತಿ xyxy=(1012,1581,1267,1646)
parking-box-body: ವಾಹನ ನಿಲುಗಡೆ ಕುರಿತು ತಪ್ಪುದಾರಿ ನಿಲ್ಲಿಸುವವರಿಗೆ ಹಾಗೂ ಸಾರ್ವಜನಿಕ ಪ್ರವಾಸಿಗರ ಹಿತದೃಷ್ಟಿಯಿಂದ ಶ್ರೀ ಚನ್ನಕೇಶವ ದೇವಾಲಯದ ಮುಂಭಾಗ ವಾಹನಗಳನ್ನು ನಿಲುಗಡೆ ಮಾಡದಂತೆ ಆದೇಶ ಹೊರಡಿಸಲಾಗಿದೆ. ಪಾರ್ಕಿಂಗ್ ವ್ಯವಸ್ಥೆಯನ್ನು ಕಟ್ಟುನಿಟ್ಟಾಗಿ ಜಾರಿಗೆ ತರಬೇಕು ಹಾಗೂ ಪ್ರವಾಸಿ ಮಿತ್ರರನ್ನು ಸಮರ್ಪಕವಾಗಿ ಬಳಸಿಕೊಳ್ಳಬೇಕು ಎಂದು ನಾಗರಿಕರು ಒತ್ತಾಯಿಸಿದ್ದಾರೆ. ದೇವಾಲಯದ ಆವರಣದಲ್ಲಿ ಸ್ವಚ್ಛತೆ ಕಾಪಾಡಲು ಸಹ ಕ್ರಮ ಕೈಗೊಳ್ಳಬೇಕು. xyxy=(906,1407,1312,1463)
brief2-title: 1350 ಟನ್ ತ್ಯಾಜ್ಯ ತೆರವು xyxy=(60,456,215,476)
parking-headline: ವಾಹನ ನಿಲುಗಡೆ: ನಿಯಮ ಪಾಲನೆಗೆ ಸೂಚನೆ xyxy=(692,1014,1087,1045)
students-col2: ಆಯೋಜಿಸಲಾಗಿದ್ದ ಕಾರ್ಯಕ್ರಮದಲ್ಲಿ ನಗರ ಪೊಲೀಸ್ ಠಾಣೆಯ ಮಹಿಳಾ ಸಿಬ್ಬಂದಿ, ಬದುಕು ಸಂಸ್ಥೆಯ ಕೇಂದ್ರದ ಮುಖ್ಯಸ್ಥ ಪಿ.ಎಸ್.ಗಂಗಾಧರ್, ನಿಲಯಪಾಲಕರು ಹಾಗೂ ವಿದ್ಯಾರ್ಥಿನಿಯರು ಭಾಗವಹಿಸಿದ್ದರು. ಬದುಕು ಸಂಸ್ಥೆಯ ಸಿಬ್ಬಂದಿ ಸಂವಾದ ನಡೆಸಿದರು. xyxy=(862,718,1102,774)
